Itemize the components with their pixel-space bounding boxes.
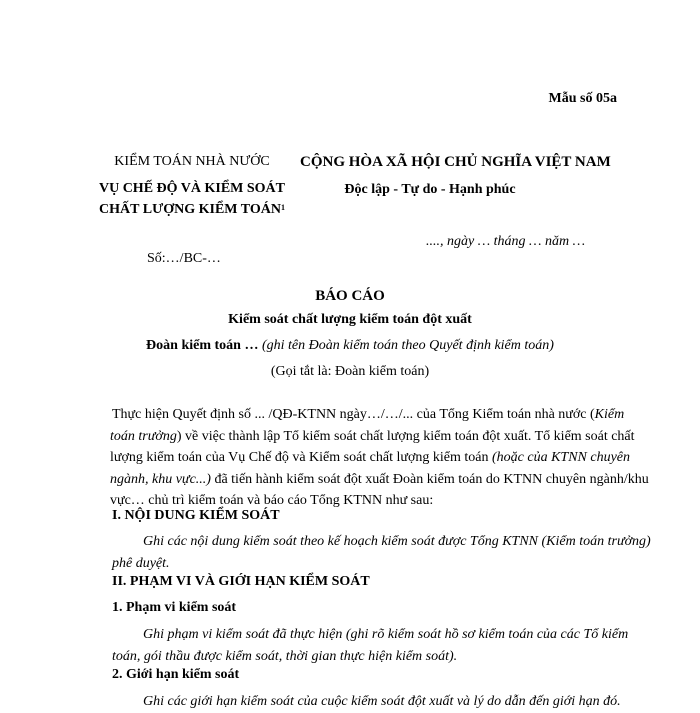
- intro-line2-text: ) về việc thành lập Tổ kiểm soát chất lượng kiểm toán đột xuất. Tổ kiểm soát chất: [176, 428, 635, 444]
- intro-line2-italic: toán trưởng: [110, 428, 177, 444]
- intro-line3-text: lượng kiểm toán của Vụ Chế độ và Kiểm soát chất lượng kiểm toán: [110, 450, 492, 465]
- section1-body: [112, 531, 651, 574]
- report-title: BÁO CÁO: [315, 288, 385, 304]
- intro-line3: [110, 447, 631, 469]
- section2-sub1-heading: 1. Phạm vi kiểm soát: [112, 600, 237, 615]
- section2-heading: II. PHẠM VI VÀ GIỚI HẠN KIỂM SOÁT: [112, 574, 370, 589]
- report-subtitle: Kiểm soát chất lượng kiểm toán đột xuất: [228, 312, 472, 327]
- department-line2: CHẤT LƯỢNG KIỂM TOÁN: [99, 202, 281, 217]
- intro-line4: [110, 469, 649, 491]
- intro-line2: [110, 426, 635, 448]
- nation-name: CỘNG HÒA XÃ HỘI CHỦ NGHĨA VIỆT NAM: [300, 154, 611, 170]
- agency-name: KIỂM TOÁN NHÀ NƯỚC: [114, 154, 270, 169]
- report-title-block: [0, 284, 700, 384]
- date-line: ...., ngày … tháng … năm …: [426, 234, 586, 249]
- department-line1: VỤ CHẾ ĐỘ VÀ KIỂM SOÁT: [98, 181, 286, 196]
- audit-team-line: [0, 334, 700, 358]
- intro-line3-italic: (hoặc của KTNN chuyên: [491, 450, 631, 465]
- intro-line1-text: Thực hiện Quyết định số ... /QĐ-KTNN ngày…/…/... của Tổng Kiểm toán nhà nước (: [112, 407, 595, 422]
- short-name-line: (Gọi tắt là: Đoàn kiểm toán): [270, 364, 430, 379]
- section2-sub1-line2: toán, gói thầu được kiểm soát, thời gian thực hiện kiểm soát).: [112, 648, 458, 664]
- form-number: Mẫu số 05a: [548, 91, 617, 106]
- intro-line1-italic: Kiểm: [594, 407, 625, 422]
- intro-paragraph: [110, 404, 649, 512]
- section1-line1: Ghi các nội dung kiểm soát theo kế hoạch kiểm soát được Tổng KTNN (Kiểm toán trưởng): [143, 534, 651, 549]
- document-number: Số:…/BC-…: [147, 251, 221, 266]
- intro-line1: [112, 404, 625, 426]
- department-line2-wrap: [62, 199, 322, 220]
- intro-line5: vực… chủ trì kiểm toán và báo cáo Tổng KTNN như sau:: [110, 493, 434, 508]
- section2-sub1-body: [112, 624, 629, 667]
- section2-sub2-line1: Ghi các giới hạn kiểm soát của cuộc kiểm soát đột xuất và lý do dẫn đến giới hạn đó.: [143, 694, 621, 709]
- nation-header: [300, 149, 611, 203]
- audit-team-name: Đoàn kiểm toán …: [146, 338, 259, 353]
- section1-heading: I. NỘI DUNG KIỂM SOÁT: [112, 508, 280, 523]
- section2-sub2-heading: 2. Giới hạn kiểm soát: [112, 667, 240, 682]
- section2-sub2-body: [112, 691, 621, 713]
- intro-line4-italic: ngành, khu vực...): [110, 471, 211, 487]
- intro-line4-text: đã tiến hành kiểm soát đột xuất Đoàn kiểm toán do KTNN chuyên ngành/khu: [210, 471, 649, 487]
- audit-team-note: (ghi tên Đoàn kiểm toán theo Quyết định kiểm toán): [258, 338, 554, 353]
- nation-motto: Độc lập - Tự do - Hạnh phúc: [344, 182, 516, 197]
- section2-sub1-line1: Ghi phạm vi kiểm soát đã thực hiện (ghi rõ kiểm soát hồ sơ kiểm toán của các Tổ kiểm: [143, 627, 629, 642]
- section1-line2: phê duyệt.: [112, 555, 170, 571]
- footnote-mark: 1: [280, 203, 285, 212]
- agency-header: [62, 151, 322, 220]
